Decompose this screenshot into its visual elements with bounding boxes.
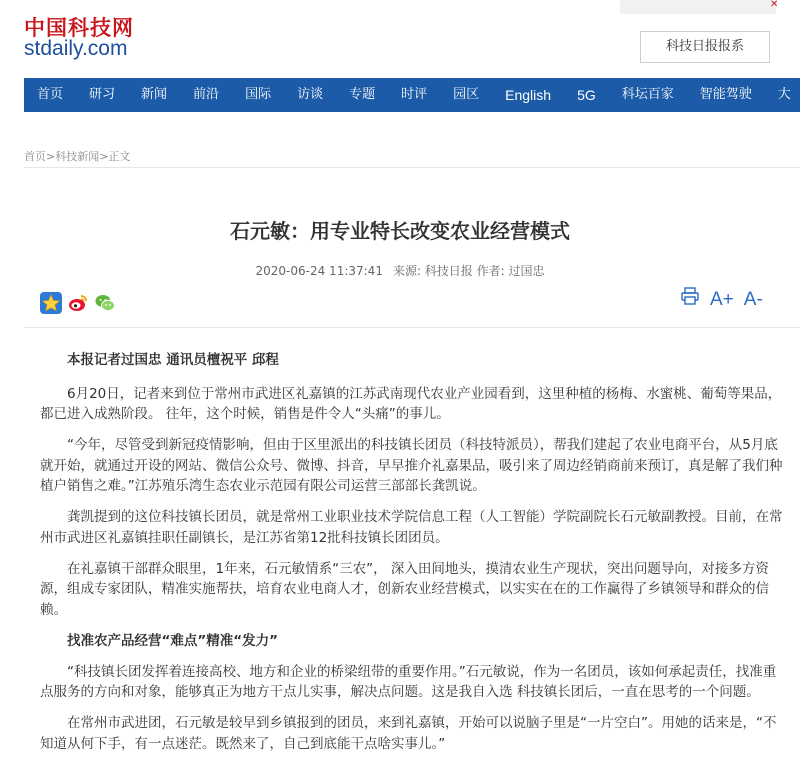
article-source: 来源: 科技日报 作者: 过国忠 xyxy=(392,264,545,278)
nav-item-english[interactable]: English xyxy=(505,87,552,103)
logo-english[interactable]: stdaily.com xyxy=(24,37,128,60)
nav-item-international[interactable]: 国际 xyxy=(245,87,272,102)
article-title: 石元敏：用专业特长改变农业经营模式 xyxy=(230,219,570,243)
site-header xyxy=(0,0,800,78)
breadcrumb-separator: > xyxy=(99,150,109,163)
breadcrumb-home[interactable]: 首页 xyxy=(24,150,46,163)
font-decrease-button[interactable]: A- xyxy=(743,289,763,310)
nav-item-frontier[interactable]: 前沿 xyxy=(193,87,220,102)
font-increase-button[interactable]: A+ xyxy=(710,289,734,310)
article-body xyxy=(40,350,785,765)
wechat-icon[interactable] xyxy=(94,292,116,314)
article-paragraph: 6月20日，记者来到位于常州市武进区礼嘉镇的江苏武南现代农业产业园看到，这里种植的杨梅、水蜜桃、葡萄等果品，都已进入成熟阶段。 往年，这个时候，销售是件令人“头痛”的事儿。 xyxy=(40,385,782,422)
article-paragraph: 在礼嘉镇干部群众眼里，1年来，石元敏情系“三农”， 深入田间地头，摸清农业生产现状，突出问题导向，对接多方资源，组成专家团队，精准实施帮扶，培育农业电商人才，创新农业经营模式，以实实在在的工作赢得了乡镇领导和群众的信赖。 xyxy=(40,560,769,618)
nav-item-forum[interactable]: 科坛百家 xyxy=(621,87,674,102)
nav-item-commentary[interactable]: 时评 xyxy=(401,87,428,102)
nav-item-parks[interactable]: 园区 xyxy=(453,87,480,102)
qzone-icon[interactable] xyxy=(40,292,62,314)
breadcrumb-separator: > xyxy=(46,150,56,163)
article-paragraph: “科技镇长团发挥着连接高校、地方和企业的桥梁纽带的重要作用。”石元敏说，作为一名团员，该如何承起责任，找准重点服务的方向和对象，能够真正为地方干点儿实事，解决点问题。这是我自入选 科技镇长团后，一直在思考的一个问题。 xyxy=(40,663,777,700)
nav-item-topics[interactable]: 专题 xyxy=(349,87,376,102)
nav-item-interview[interactable]: 访谈 xyxy=(297,87,324,102)
breadcrumb-current: 正文 xyxy=(108,150,131,163)
share-bar xyxy=(40,292,116,314)
nav-item-home[interactable]: 首页 xyxy=(37,87,64,102)
article-paragraph: 在常州市武进团，石元敏是较早到乡镇报到的团员，来到礼嘉镇，开始可以说脑子里是“一片空白”。用她的话来是，“不知道从何下手，有一点迷茫。既然来了，自己到底能干点啥实事儿。” xyxy=(40,715,777,752)
close-icon[interactable]: ✕ xyxy=(770,0,779,10)
article-subheading: 找准农产品经营“难点”精准“发力” xyxy=(67,632,278,649)
nav-item-study[interactable]: 研习 xyxy=(89,87,116,102)
article-tools xyxy=(680,286,763,311)
article-datetime: 2020-06-24 11:37:41 xyxy=(255,264,383,278)
breadcrumb-section[interactable]: 科技新闻 xyxy=(55,150,100,163)
print-icon[interactable] xyxy=(680,286,700,311)
top-bar xyxy=(620,0,779,14)
main-nav xyxy=(24,78,800,112)
article-meta xyxy=(0,262,800,279)
newspaper-group-button[interactable]: 科技日报报系 xyxy=(640,31,770,63)
nav-item-more[interactable]: 大 xyxy=(777,87,791,102)
breadcrumb xyxy=(24,148,800,168)
article-paragraph: “今年，尽管受到新冠疫情影响，但由于区里派出的科技镇长团员（科技特派员），帮我们建起了农业电商平台，从5月底就开始，就通过开设的网站、微信公众号、微博、抖音，早早推介礼嘉果品，吸引来了周边经销商前来预订，真是解了我们种植户销售之难。”江苏殖乐湾生态农业示范园有限公司运营三部部长龚凯说。 xyxy=(40,437,783,494)
nav-item-5g[interactable]: 5G xyxy=(577,87,596,103)
logo-chinese[interactable]: 中国科技网 xyxy=(24,15,134,40)
article-byline: 本报记者过国忠 通讯员檀祝平 邱程 xyxy=(67,352,279,368)
weibo-icon[interactable] xyxy=(67,292,89,314)
article-paragraph: 龚凯提到的这位科技镇长团员，就是常州工业职业技术学院信息工程（人工智能）学院副院长石元敏副教授。目前，在常州市武进区礼嘉镇挂职任副镇长，是江苏省第12批科技镇长团团员。 xyxy=(40,509,783,546)
nav-item-news[interactable]: 新闻 xyxy=(141,87,168,102)
nav-item-smart-driving[interactable]: 智能驾驶 xyxy=(699,87,752,102)
divider xyxy=(24,327,800,328)
